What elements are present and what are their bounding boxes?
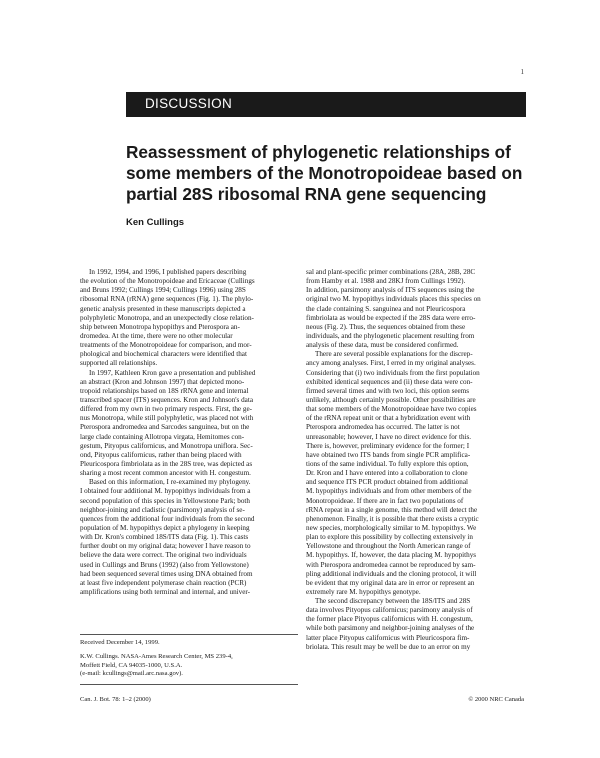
text-line: and Bruns 1992; Cullings 1994; Cullings 1996) using 28S	[80, 286, 246, 295]
text-line: with Dr. Kron's combined 18S/ITS data (Fig. 1). This casts	[80, 533, 249, 542]
text-line: tions of the same individual. To fully explore this option,	[306, 459, 469, 468]
text-line: original two M. hypopithys individuals places this species on	[306, 295, 481, 304]
received-date: Received December 14, 1999.	[80, 639, 160, 646]
text-line: genetic analysis presented in these manuscripts depicted a	[80, 304, 246, 313]
text-line: and sequence ITS PCR product obtained from additional	[306, 478, 469, 487]
text-line: population of M. hypopithys depict a phylogeny in keeping	[80, 523, 250, 532]
text-line: dromedea. At the time, there were no other molecular	[80, 331, 233, 340]
author-address: Moffett Field, CA 94035-1000, U.S.A.	[80, 661, 183, 669]
text-line: unlikely, although certainly possible. Other possibilities are	[306, 395, 476, 404]
text-line: while both parsimony and neighbor-joining analyses of the	[306, 624, 475, 633]
text-line: Dr. Kron and I have entered into a collaboration to clone	[306, 469, 468, 478]
text-line: firmed several times and with two loci, this option seems	[306, 386, 470, 395]
text-line: the former place Pityopus californicus with H. congestum,	[306, 615, 473, 624]
paragraph	[80, 369, 298, 479]
text-line: believe the data were correct. The original two individuals	[80, 551, 247, 560]
text-line: gestum, Pityopus californicus, and Monotropa uniflora. Sec-	[80, 441, 253, 450]
text-line: ship between Monotropa hypopithys and Pterospora an-	[80, 322, 240, 331]
author-name: Ken Cullings	[126, 217, 185, 228]
text-line: In 1997, Kathleen Kron gave a presentation and published	[89, 368, 256, 377]
text-line: exhibited identical sequences and (ii) these data were con-	[306, 377, 473, 386]
text-line: from Hamby et al. 1988 and 28KJ from Cullings 1992).	[306, 277, 466, 286]
text-line: pling additional individuals and the cloning protocol, it will	[306, 569, 477, 578]
text-line: fimbriolata as would be expected if the 28S data were erro-	[306, 313, 476, 322]
paragraph	[306, 268, 524, 350]
text-line: Pterospora andromedea and Sarcodes sanguinea, but on the	[80, 423, 250, 432]
journal-citation: Can. J. Bot. 78: 1–2 (2000)	[80, 696, 151, 703]
text-line: individuals, and the phylogenetic placement resulting from	[306, 331, 475, 340]
paragraph	[80, 478, 298, 597]
text-line: differed from my own in two primary respects. First, the ge-	[80, 405, 252, 414]
text-line: have obtained two ITS bands from single PCR amplifica-	[306, 450, 471, 459]
section-label: DISCUSSION	[145, 96, 233, 111]
text-line: had been sequenced several times using DNA obtained from	[80, 569, 253, 578]
text-line: that some members of the Monotropoideae have two copies	[306, 405, 477, 414]
text-line: phenomenon. Finally, it is possible that there exists a cryptic	[306, 514, 479, 523]
text-line: extremely rare M. hypopithys genotype.	[306, 587, 421, 596]
text-line: analysis of these data, must be considered confirmed.	[306, 341, 459, 350]
text-line: large clade containing Allotropa virgata, Hemitomes con-	[80, 432, 245, 441]
text-line: There is, however, preliminary evidence for the former; I	[306, 441, 470, 450]
text-line: briolata. This result may be well be due to an error on my	[306, 642, 471, 651]
author-affiliation: K.W. Cullings. NASA-Ames Research Center, MS 239-4,	[80, 653, 233, 661]
text-line: supported all relationships.	[80, 359, 158, 368]
text-line: sharing a most recent common ancestor with H. congestum.	[80, 469, 251, 478]
text-line: M. hypopithys. If, however, the data placing M. hypopithys	[306, 551, 477, 560]
text-line: ribosomal RNA (rRNA) gene sequences (Fig. 1). The phylo-	[80, 295, 254, 304]
author-email: (e-mail: kcullings@mail.arc.nasa.gov).	[80, 670, 183, 678]
text-line: I obtained four additional M. hypopithys individuals from a	[80, 487, 251, 496]
text-line: second population of this species in Yellowstone Park; both	[80, 496, 250, 505]
text-line: plan to explore this possibility by collecting extensively in	[306, 533, 473, 542]
text-line: be evident that my original data are in error or represent an	[306, 578, 475, 587]
text-line: There are several possible explanations for the discrep-	[315, 350, 473, 359]
text-line: Pleuricospora fimbriolata as in the 28S tree, was depicted as	[80, 459, 253, 468]
text-line: Pterospora andromedea has occurred. The latter is not	[306, 423, 460, 432]
section-banner	[126, 92, 526, 117]
text-line: data involves Pityopus californicus; parsimony analysis of	[306, 606, 473, 615]
text-line: M. hypopithys individuals and from other members of the	[306, 487, 472, 496]
text-line: of the rRNA repeat unit or that a hybridization event with	[306, 414, 471, 423]
text-line: Monotropoideae. If there are in fact two populations of	[306, 496, 464, 505]
text-line: amplifications using both terminal and internal, and univer-	[80, 587, 250, 596]
footnote	[80, 634, 298, 685]
text-line: treatments of the Monotropoideae for comparison, and mor-	[80, 341, 252, 350]
text-line: ond, Pityopus californicus, rather than being placed with	[80, 450, 242, 459]
text-line: Based on this information, I re-examined my phylogeny.	[89, 478, 251, 487]
text-line: nus Monotropa, while still polyphyletic, was placed not with	[80, 414, 254, 423]
text-line: unreasonable; however, I have no direct evidence for this.	[306, 432, 472, 441]
text-line: Yellowstone and throughout the North American range of	[306, 542, 471, 551]
page-number: 1	[520, 68, 524, 76]
paragraph	[306, 350, 524, 597]
text-line: sal and plant-specific primer combinations (28A, 28B, 28C	[306, 268, 476, 276]
text-line: polyphyletic Monotropa, and an unexpectedly close relation-	[80, 313, 254, 322]
body-column-left	[80, 268, 298, 597]
title-line: some members of the Monotropoideae based on	[126, 163, 523, 183]
copyright: © 2000 NRC Canada	[468, 696, 524, 703]
text-line: phological and biochemical characters were identified that	[80, 350, 247, 359]
body-column-right	[306, 268, 524, 652]
text-line: tropoid relationships based on 18S rRNA gene and internal	[80, 386, 249, 395]
text-line: an abstract (Kron and Johnson 1997) that depicted mono-	[80, 377, 245, 386]
article-title	[126, 142, 526, 205]
text-line: with Pterospora andromedea cannot be reproduced by sam-	[306, 560, 476, 569]
text-line: the evolution of the Monotropoideae and Ericaceae (Cullings	[80, 277, 255, 286]
text-line: neighbor-joining and cladistic (parsimony) analysis of se-	[80, 505, 245, 514]
title-line: Reassessment of phylogenetic relationships of	[126, 142, 511, 162]
text-line: rRNA repeat in a single genome, this method will detect the	[306, 505, 478, 514]
text-line: used in Cullings and Bruns (1992) (also from Yellowstone)	[80, 560, 249, 569]
text-line: ancy among analyses. First, I erred in my original analyses.	[306, 359, 476, 368]
text-line: The second discrepancy between the 18S/ITS and 28S	[315, 597, 471, 606]
paragraph	[306, 597, 524, 652]
text-line: new species, morphologically similar to M. hypopithys. We	[306, 523, 477, 532]
text-line: In addition, parsimony analysis of ITS sequences using the	[306, 286, 475, 295]
text-line: the clade containing S. sanguinea and not Pleuricospora	[306, 304, 466, 313]
text-line: latter place Pityopus californicus with Pleuricospora fim-	[306, 633, 470, 642]
text-line: further doubt on my original data; however I have reason to	[80, 542, 251, 551]
title-line: partial 28S ribosomal RNA gene sequencing	[126, 184, 487, 204]
text-line: quences from the additional four individuals from the second	[80, 514, 255, 523]
paragraph	[80, 268, 298, 369]
text-line: neous (Fig. 2). Thus, the sequences obtained from these	[306, 322, 466, 331]
text-line: Considering that (i) two individuals from the first population	[306, 368, 480, 377]
text-line: at least five independent polymerase chain reaction (PCR)	[80, 578, 247, 587]
text-line: transcribed spacer (ITS) sequences. Kron and Johnson's data	[80, 395, 254, 404]
text-line: In 1992, 1994, and 1996, I published papers describing	[89, 268, 247, 276]
